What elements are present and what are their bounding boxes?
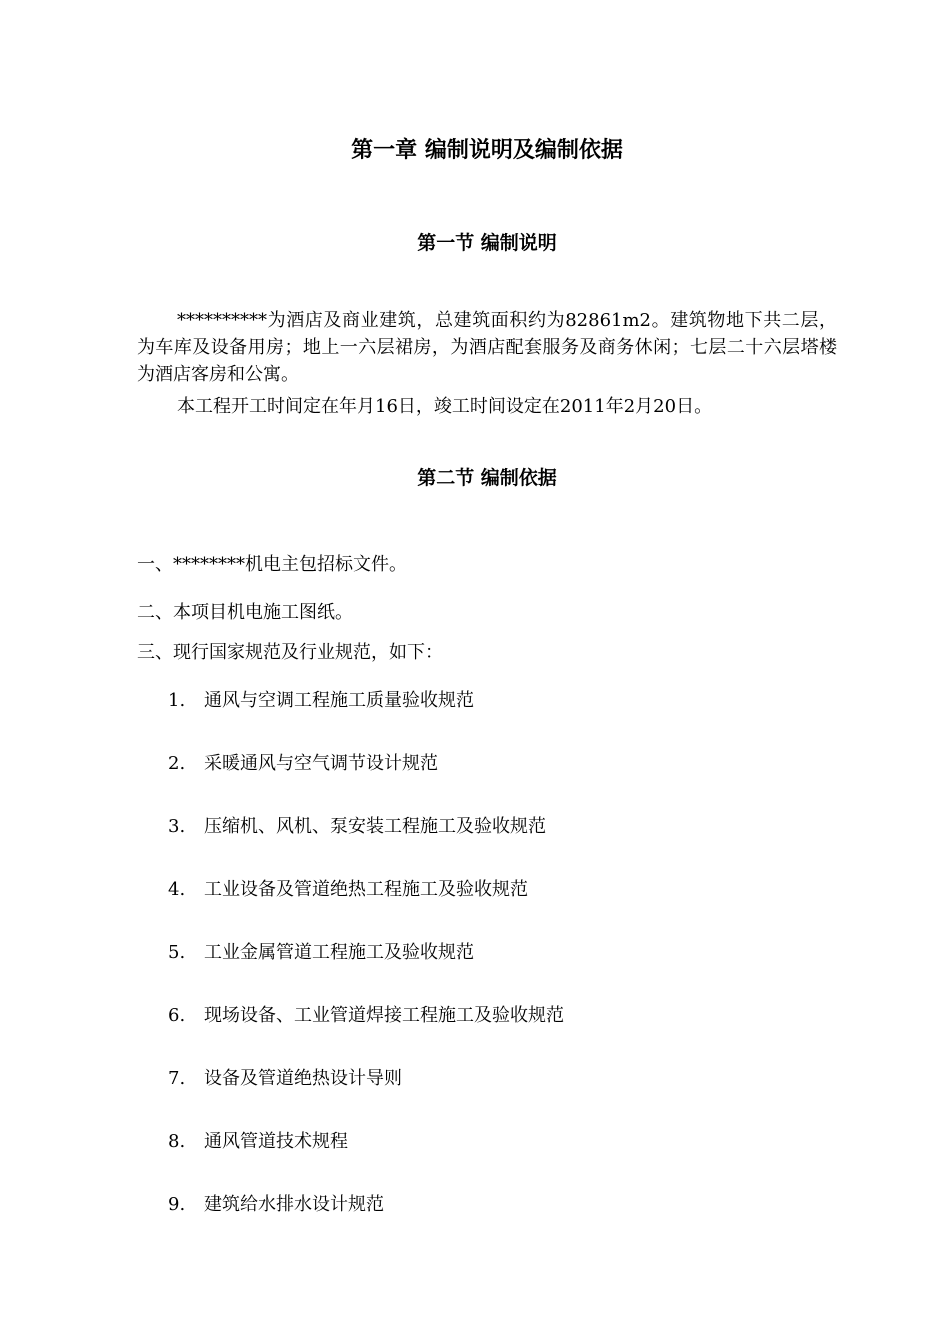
basis-item-1: 一、********机电主包招标文件。	[137, 554, 407, 575]
list-item-text: 压缩机、风机、泵安装工程施工及验收规范	[204, 816, 546, 837]
standard-list-item	[168, 877, 828, 903]
list-item-text: 工业设备及管道绝热工程施工及验收规范	[204, 879, 528, 900]
standard-list-item	[168, 1192, 828, 1218]
list-item-number: 6.	[168, 1005, 186, 1026]
standard-list-item	[168, 1003, 828, 1029]
list-item-number: 3.	[168, 816, 186, 837]
list-item-number: 1.	[168, 690, 186, 711]
chapter-title: 第一章 编制说明及编制依据	[351, 138, 623, 163]
list-item-text: 采暖通风与空气调节设计规范	[204, 753, 438, 774]
standard-list-item	[168, 1066, 828, 1092]
description-paragraph-1: **********为酒店及商业建筑，总建筑面积约为82861m2。建筑物地下共二层，为车库及设备用房；地上一六层裙房，为酒店配套服务及商务休闲；七层二十六层塔楼为酒店客房和公寓。	[137, 310, 837, 385]
list-item-text: 建筑给水排水设计规范	[204, 1194, 384, 1215]
list-item-number: 8.	[168, 1131, 186, 1152]
standard-list-item	[168, 940, 828, 966]
basis-item-3: 三、现行国家规范及行业规范，如下：	[137, 642, 443, 663]
list-item-number: 2.	[168, 753, 186, 774]
list-item-text: 通风管道技术规程	[204, 1131, 348, 1152]
list-item-text: 现场设备、工业管道焊接工程施工及验收规范	[204, 1005, 564, 1026]
list-item-number: 5.	[168, 942, 186, 963]
list-item-number: 9.	[168, 1194, 186, 1215]
list-item-text: 工业金属管道工程施工及验收规范	[204, 942, 474, 963]
standard-list-item	[168, 814, 828, 840]
description-paragraph-2: 本工程开工时间定在年月16日，竣工时间设定在2011年2月20日。	[177, 396, 713, 417]
basis-item-2: 二、本项目机电施工图纸。	[137, 602, 353, 623]
list-item-text: 通风与空调工程施工质量验收规范	[204, 690, 474, 711]
list-item-text: 设备及管道绝热设计导则	[204, 1068, 402, 1089]
standard-list-item	[168, 688, 828, 714]
standard-list-item	[168, 1129, 828, 1155]
list-item-number: 4.	[168, 879, 186, 900]
section-title-2: 第二节 编制依据	[417, 467, 557, 489]
standard-list-item	[168, 751, 828, 777]
list-item-number: 7.	[168, 1068, 186, 1089]
section-title-1: 第一节 编制说明	[417, 232, 557, 254]
